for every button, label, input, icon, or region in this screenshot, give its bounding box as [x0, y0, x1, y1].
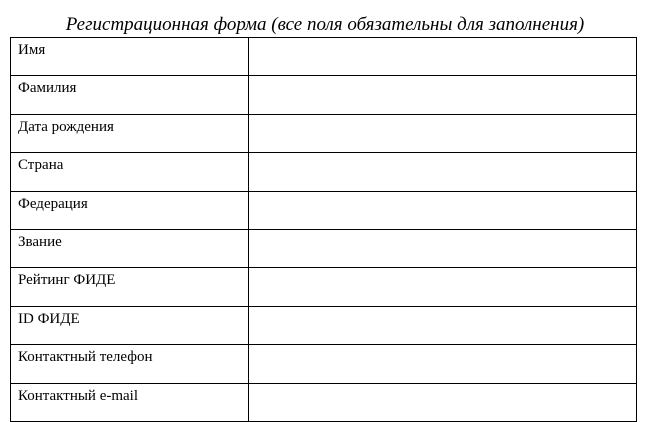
field-value-phone[interactable]	[249, 345, 637, 383]
field-label-federation: Федерация	[11, 191, 249, 229]
field-value-first-name[interactable]	[249, 38, 637, 76]
field-value-email[interactable]	[249, 383, 637, 421]
field-value-last-name[interactable]	[249, 76, 637, 114]
field-label-title: Звание	[11, 229, 249, 267]
field-value-birth-date[interactable]	[249, 114, 637, 152]
form-row-title	[11, 229, 637, 267]
form-title: Регистрационная форма (все поля обязательны для заполнения)	[65, 14, 585, 35]
field-label-fide-rating: Рейтинг ФИДЕ	[11, 268, 249, 306]
form-row-fide-rating	[11, 268, 637, 306]
field-label-last-name: Фамилия	[11, 76, 249, 114]
field-label-phone: Контактный телефон	[11, 345, 249, 383]
field-value-country[interactable]	[249, 153, 637, 191]
field-value-fide-rating[interactable]	[249, 268, 637, 306]
form-row-phone	[11, 345, 637, 383]
field-value-federation[interactable]	[249, 191, 637, 229]
form-row-first-name	[11, 38, 637, 76]
field-label-email: Контактный e-mail	[11, 383, 249, 421]
form-row-last-name	[11, 76, 637, 114]
field-label-country: Страна	[11, 153, 249, 191]
form-row-fide-id	[11, 306, 637, 344]
form-row-email	[11, 383, 637, 421]
field-label-first-name: Имя	[11, 38, 249, 76]
field-value-title[interactable]	[249, 229, 637, 267]
field-value-fide-id[interactable]	[249, 306, 637, 344]
field-label-birth-date: Дата рождения	[11, 114, 249, 152]
form-row-country	[11, 153, 637, 191]
field-label-fide-id: ID ФИДЕ	[11, 306, 249, 344]
form-row-federation	[11, 191, 637, 229]
registration-form-table	[10, 37, 637, 422]
form-row-birth-date	[11, 114, 637, 152]
